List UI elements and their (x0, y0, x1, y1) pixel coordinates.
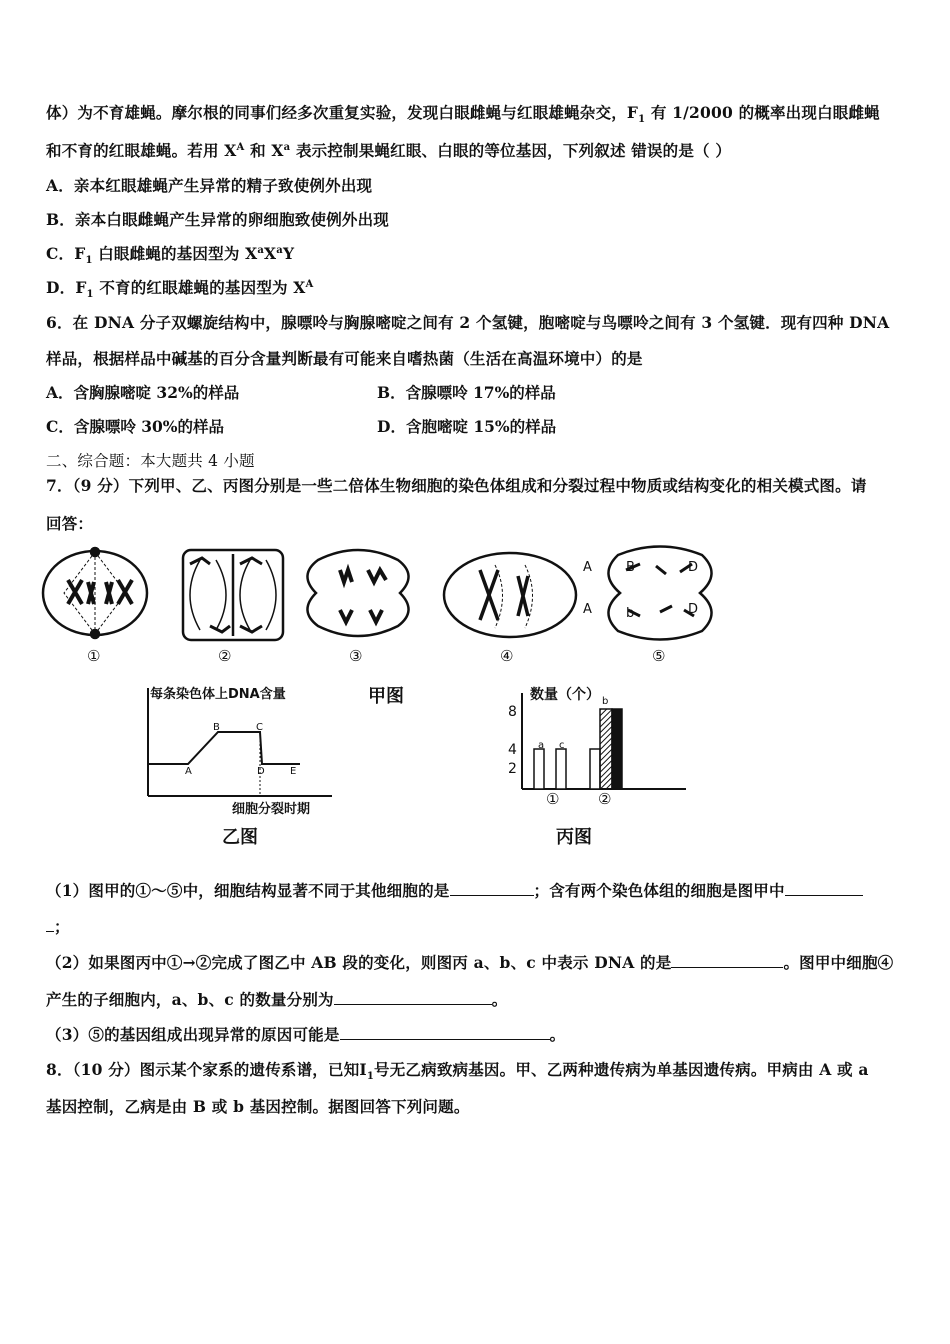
bing-bar-label-c: c (559, 740, 565, 751)
yi-ylabel: 每条染色体上DNA含量 (150, 687, 286, 702)
answer-blank[interactable] (334, 990, 492, 1005)
q8-stem-line2: 基因控制，乙病是由 B 或 b 基因控制。据图回答下列问题。 (46, 1097, 470, 1116)
bar-b-group-2 (600, 709, 612, 789)
cell-label-3: ③ (349, 647, 363, 665)
q6-stem-line2: 样品，根据样品中碱基的百分含量判断最有可能来自嗜热菌（生活在高温环境中）的是 (46, 349, 643, 368)
q7-stem-line1: 7．（9 分）下列甲、乙、丙图分别是一些二倍体生物细胞的染色体组成和分裂过程中物质或结构变化的相关模式图。请 (46, 476, 867, 495)
q6-option-d: D．含胞嘧啶 15%的样品 (377, 417, 557, 436)
bing-bar-label-b: b (602, 696, 609, 707)
gene-label: A (583, 560, 592, 575)
answer-blank[interactable] (340, 1025, 550, 1040)
q5-option-c: C．$F_1$ 白眼雌蝇的基因型为 $X^aX^aY$ (46, 244, 295, 267)
cell-4 (444, 553, 576, 637)
answer-blank[interactable] (46, 917, 54, 932)
q5-stem-line1: 体）为不育雄蝇。摩尔根的同事们经多次重复实验，发现白眼雌蝇与红眼雄蝇杂交，$F_1$ 有 1/2000 的概率出现白眼雌蝇 (46, 103, 880, 126)
q7-sub3: （3）⑤的基因组成出现异常的原因可能是 。 (46, 1025, 566, 1044)
q7-sub1-cont: ； (46, 915, 70, 937)
yi-point-label: D (257, 766, 265, 777)
gene-label: A (583, 602, 592, 617)
q7-stem-line2: 回答： (46, 514, 94, 533)
section-heading: 二、综合题：本大题共 4 小题 (46, 452, 255, 470)
yi-series-line (148, 732, 300, 764)
cell-3 (307, 550, 408, 636)
cell-label-4: ④ (500, 647, 514, 665)
figure-yi-title: 乙图 (222, 827, 258, 848)
cell-1 (43, 548, 147, 638)
answer-blank[interactable] (450, 881, 534, 896)
bing-tick: 8 (508, 704, 517, 720)
q7-sub2: （2）如果图丙中①→②完成了图乙中 AB 段的变化，则图丙 a、b、c 中表示 DNA 的是 。图甲中细胞④ (46, 953, 894, 972)
bar-a-group-1 (534, 749, 544, 789)
figure-jia (40, 540, 920, 680)
gene-label: b (626, 606, 635, 621)
answer-blank[interactable] (671, 953, 783, 968)
q5-option-a: A．亲本红眼雄蝇产生异常的精子致使例外出现 (46, 176, 373, 195)
q5-option-d: D．$F_1$ 不育的红眼雄蝇的基因型为 $X^A$ (46, 278, 314, 301)
yi-xlabel: 细胞分裂时期 (232, 802, 311, 817)
yi-point-label: E (290, 766, 297, 777)
gene-label: B (626, 560, 635, 575)
bing-tick: 2 (508, 761, 517, 777)
cell-label-1: ① (87, 647, 101, 665)
cell-label-2: ② (218, 647, 232, 665)
cell-2 (183, 550, 283, 640)
q6-option-b: B．含腺嘌呤 17%的样品 (377, 383, 556, 402)
bar-c-group-2 (612, 709, 622, 789)
bing-bar-label-a: a (538, 740, 545, 751)
q7-sub1: （1）图甲的①～⑤中，细胞结构显著不同于其他细胞的是 ；含有两个染色体组的细胞是图甲中 (46, 879, 863, 901)
answer-blank[interactable] (785, 881, 863, 896)
yi-point-label: A (185, 766, 192, 777)
q5-stem-line2: 和不育的红眼雄蝇。若用 $X^A$ 和 $X^a$ 表示控制果蝇红眼、白眼的等位基因，下列叙述 错误的是（ ） (46, 141, 732, 160)
figure-bing-title: 丙图 (556, 827, 592, 848)
bing-tick: 4 (508, 742, 517, 758)
bing-group-label-1: ① (546, 790, 560, 808)
gene-label: D (688, 602, 699, 617)
q6-option-a: A．含胸腺嘧啶 32%的样品 (46, 383, 240, 402)
q6-option-c: C．含腺嘌呤 30%的样品 (46, 417, 225, 436)
gene-label: D (688, 560, 699, 575)
bing-ylabel: 数量（个） (530, 687, 600, 703)
bar-c-group-1 (556, 749, 566, 789)
yi-point-label: B (213, 722, 220, 733)
bing-group-label-2: ② (598, 790, 612, 808)
cell-label-5: ⑤ (652, 647, 666, 665)
q5-option-b: B．亲本白眼雌蝇产生异常的卵细胞致使例外出现 (46, 210, 390, 229)
q6-stem-line1: 6．在 DNA 分子双螺旋结构中，腺嘌呤与胸腺嘧啶之间有 2 个氢键，胞嘧啶与鸟嘌呤之间有 3 个氢键．现有四种 DNA (46, 313, 890, 332)
figure-jia-title: 甲图 (368, 686, 404, 707)
yi-point-label: C (256, 722, 263, 733)
q8-stem-line1: 8．（10 分）图示某个家系的遗传系谱，已知$Ⅰ_1$号无乙病致病基因。甲、乙两种遗传病为单基因遗传病。甲病由 A 或 a (46, 1060, 869, 1083)
bar-a-group-2 (590, 749, 600, 789)
q7-sub2-cont: 产生的子细胞内，a、b、c 的数量分别为 。 (46, 990, 508, 1009)
